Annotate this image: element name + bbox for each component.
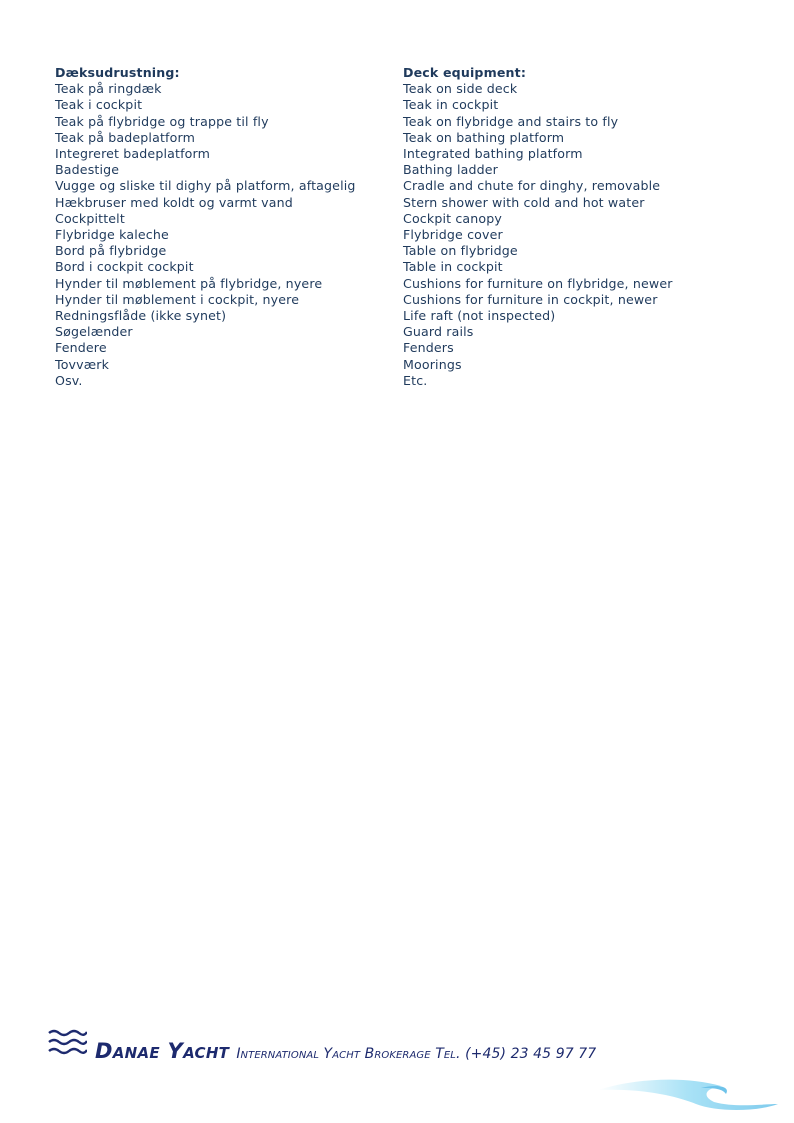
list-item: Flybridge kaleche bbox=[55, 227, 169, 243]
english-heading: Deck equipment: bbox=[403, 65, 527, 80]
list-item: Integrated bathing platform bbox=[403, 146, 583, 162]
list-item: Teak på ringdæk bbox=[55, 81, 162, 97]
list-item: Teak on side deck bbox=[403, 81, 518, 97]
list-item: Fenders bbox=[403, 340, 454, 356]
list-item: Bord på flybridge bbox=[55, 243, 167, 259]
list-item: Teak on bathing platform bbox=[403, 129, 565, 145]
list-item: Teak på flybridge og trappe til fly bbox=[55, 113, 269, 129]
list-item: Table on flybridge bbox=[403, 243, 518, 259]
list-item: Life raft (not inspected) bbox=[403, 308, 556, 324]
list-item: Integreret badeplatform bbox=[55, 146, 211, 162]
waves-icon bbox=[47, 1028, 87, 1058]
list-item: Redningsflåde (ikke synet) bbox=[55, 308, 227, 324]
list-item: Bathing ladder bbox=[403, 162, 498, 178]
list-item: Hækbruser med koldt og varmt vand bbox=[55, 194, 293, 210]
list-item: Cushions for furniture on flybridge, newer bbox=[403, 275, 673, 291]
list-item: Teak on flybridge and stairs to fly bbox=[403, 113, 619, 129]
brand-tagline: International Yacht Brokerage Tel. (+45) 23 45 97 77 bbox=[236, 1046, 597, 1062]
wave-swoosh-icon bbox=[596, 1074, 782, 1114]
list-item: Fendere bbox=[55, 340, 107, 356]
list-item: Søgelænder bbox=[55, 324, 133, 340]
list-item: Table in cockpit bbox=[403, 259, 503, 275]
list-item: Flybridge cover bbox=[403, 227, 503, 243]
list-item: Tovværk bbox=[55, 356, 110, 372]
list-item: Vugge og sliske til dighy på platform, aftagelig bbox=[55, 178, 356, 194]
list-item: Cradle and chute for dinghy, removable bbox=[403, 178, 661, 194]
list-item: Hynder til møblement på flybridge, nyere bbox=[55, 275, 323, 291]
danish-heading: Dæksudrustning: bbox=[55, 65, 180, 80]
footer bbox=[47, 1028, 647, 1068]
list-item: Teak in cockpit bbox=[403, 97, 499, 113]
list-item: Badestige bbox=[55, 162, 120, 178]
brand-line bbox=[95, 1039, 596, 1063]
list-item: Stern shower with cold and hot water bbox=[403, 194, 645, 210]
english-column bbox=[403, 65, 673, 389]
list-item: Cockpit canopy bbox=[403, 210, 503, 226]
list-item: Hynder til møblement i cockpit, nyere bbox=[55, 291, 300, 307]
list-item: Guard rails bbox=[403, 324, 474, 340]
list-item: Teak på badeplatform bbox=[55, 129, 195, 145]
list-item: Cockpittelt bbox=[55, 210, 125, 226]
list-item: Cushions for furniture in cockpit, newer bbox=[403, 291, 658, 307]
list-item: Osv. bbox=[55, 372, 83, 388]
brand-name: Danae Yacht bbox=[95, 1039, 230, 1063]
list-item: Etc. bbox=[403, 372, 428, 388]
list-item: Moorings bbox=[403, 356, 462, 372]
danish-column bbox=[55, 65, 356, 389]
list-item: Teak i cockpit bbox=[55, 97, 143, 113]
list-item: Bord i cockpit cockpit bbox=[55, 259, 194, 275]
